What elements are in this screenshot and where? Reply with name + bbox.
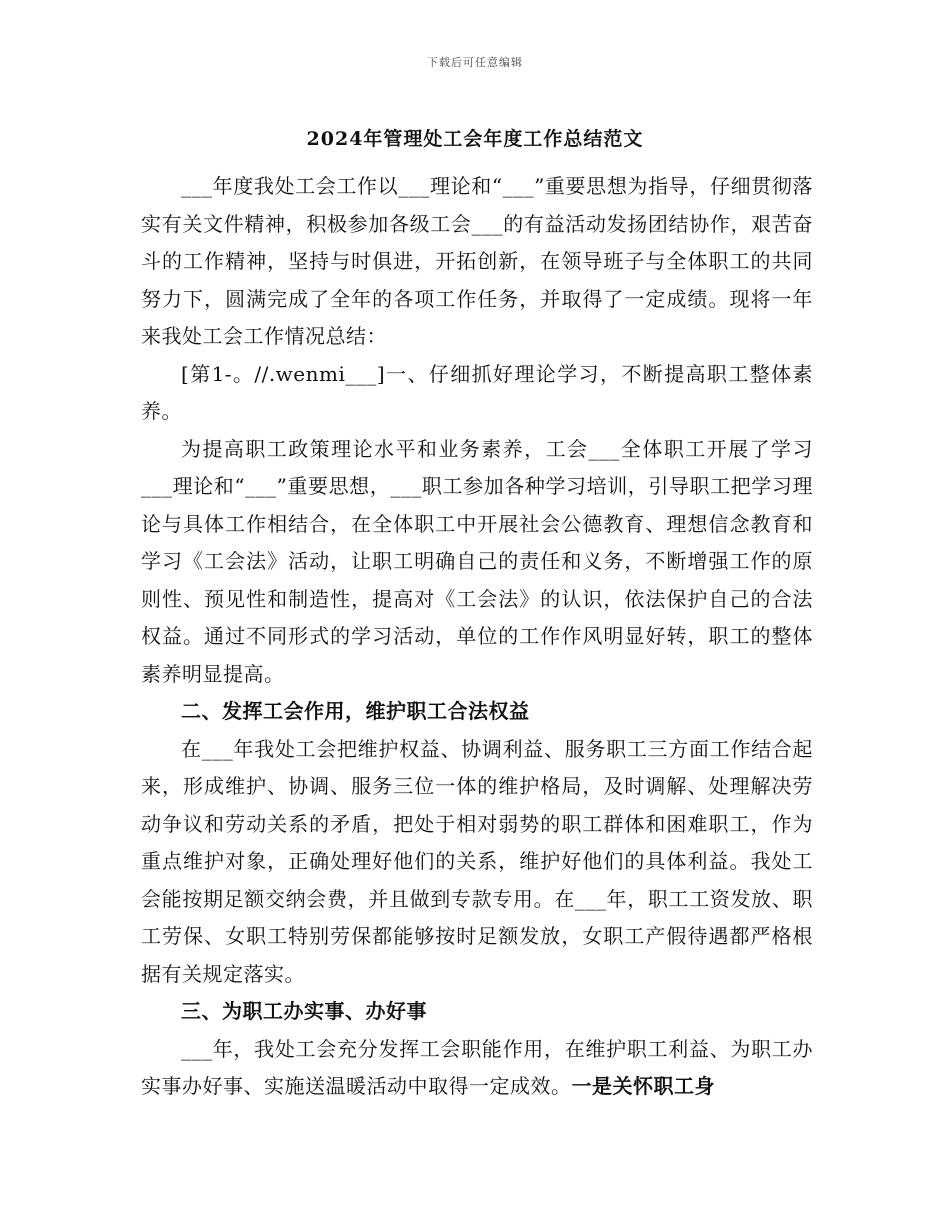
header-note: 下载后可任意编辑	[427, 56, 523, 69]
paragraph-rights: 在___年我处工会把维护权益、协调利益、服务职工三方面工作结合起来，形成维护、协调、服务三位一体的维护格局，及时调解、处理解决劳动争议和劳动关系的矛盾，把处于相对弱势的职工群体和困难职工，作为重点维护对象，正确处理好他们的关系，维护好他们的具体利益。我处工会能按期足额交纳会费，并且做到专款专用。在___年，职工工资发放、职工劳保、女职工特别劳保都能够按时足额发放，女职工产假待遇都严格根据有关规定落实。	[141, 736, 813, 986]
section-heading-2: 二、发挥工会作用，维护职工合法权益	[181, 699, 530, 723]
paragraph-services-bold: 一是关怀职工身	[571, 1074, 715, 1098]
paragraph-services	[141, 1031, 813, 1106]
document-title: 2024年管理处工会年度工作总结范文	[306, 128, 644, 150]
section-heading-3: 三、为职工办实事、办好事	[181, 999, 427, 1023]
paragraph-study: 为提高职工政策理论水平和业务素养，工会___全体职工开展了学习___理论和“___”重要思想，___职工参加各种学习培训，引导职工把学习理论与具体工作相结合，在全体职工中开展社会公德教育、理想信念教育和学习《工会法》活动，让职工明确自己的责任和义务，不断增强工作的原则性、预见性和制造性，提高对《工会法》的认识，依法保护自己的合法权益。通过不同形式的学习活动，单位的工作作风明显好转，职工的整体素养明显提高。	[141, 436, 813, 686]
paragraph-section-1: [第1-。//.wenmi___]一、仔细抓好理论学习，不断提高职工整体素养。	[141, 361, 813, 423]
paragraph-intro: ___年度我处工会工作以___理论和“___”重要思想为指导，仔细贯彻落实有关文件精神，积极参加各级工会___的有益活动发扬团结协作，艰苦奋斗的工作精神，坚持与时俱进，开拓创新，在领导班子与全体职工的共同努力下，圆满完成了全年的各项工作任务，并取得了一定成绩。现将一年来我处工会工作情况总结：	[141, 174, 813, 348]
document-body	[141, 168, 813, 1106]
paragraph-services-text: ___年，我处工会充分发挥工会职能作用，在维护职工利益、为职工办实事办好事、实施送温暖活动中取得一定成效。	[141, 1036, 813, 1098]
